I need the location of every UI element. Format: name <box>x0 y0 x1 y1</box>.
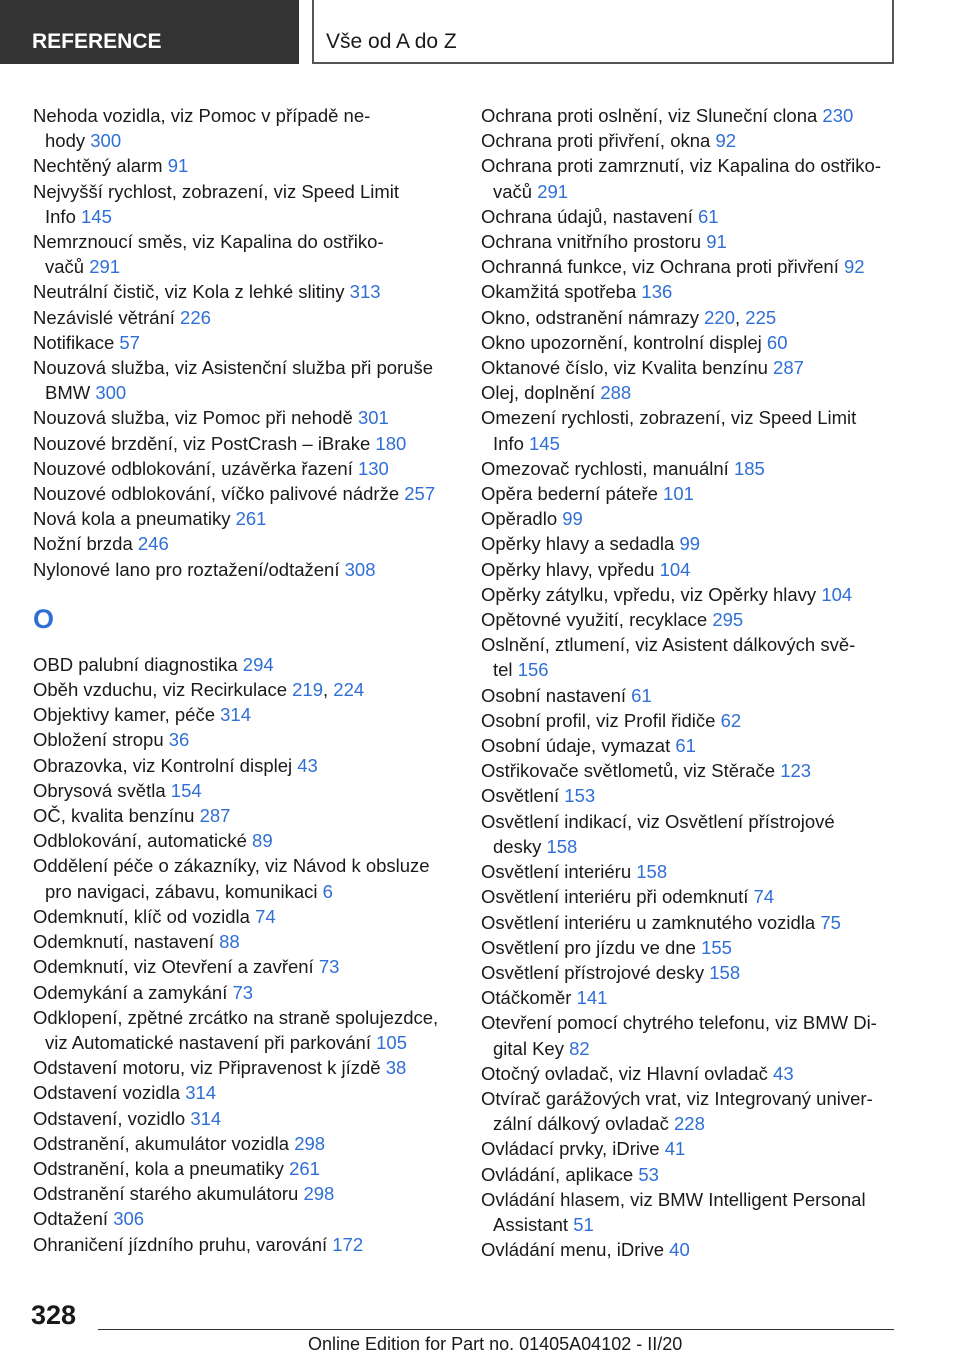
entry-term: Okno upozornění, kontrolní displej <box>481 331 762 353</box>
page-link[interactable]: 156 <box>517 659 549 681</box>
entry-term: Nožní brzda <box>33 533 133 555</box>
page-link[interactable]: 43 <box>773 1062 794 1084</box>
page-link[interactable]: 287 <box>199 805 231 827</box>
index-entry <box>33 1206 453 1231</box>
index-entry <box>33 980 453 1005</box>
index-entry <box>481 607 901 632</box>
page-link[interactable]: 6 <box>322 880 333 902</box>
page-link[interactable]: 294 <box>242 653 274 675</box>
page-link[interactable]: 314 <box>190 1107 222 1129</box>
entry-term: Ovládací prvky, iDrive <box>481 1138 660 1160</box>
page-link[interactable]: 228 <box>674 1113 705 1135</box>
index-entry <box>481 330 901 355</box>
entry-term: Omezení rychlosti, zobrazení, viz Speed Limit <box>481 407 857 429</box>
index-entry <box>33 330 453 355</box>
page-link[interactable]: 172 <box>332 1233 364 1255</box>
index-entry <box>33 803 453 828</box>
section-tab: REFERENCE <box>0 0 299 64</box>
entry-term: Osvětlení přístrojové desky <box>481 961 705 983</box>
page-link[interactable]: 92 <box>715 130 737 152</box>
page-link[interactable]: 141 <box>576 987 608 1009</box>
page-link[interactable]: 158 <box>636 861 668 883</box>
entry-term-continued: tel <box>493 659 513 681</box>
index-entry <box>33 153 453 178</box>
entry-term: Nová kola a pneumatiky <box>33 508 231 530</box>
index-entry <box>481 204 901 229</box>
index-entry <box>481 960 901 985</box>
entry-term: Nouzové odblokování, víčko palivové nádrže <box>33 483 400 505</box>
index-entry <box>481 481 901 506</box>
index-entry <box>481 1136 901 1161</box>
index-entry <box>481 103 901 128</box>
page-title: Vše od A do Z <box>312 0 894 64</box>
page-link[interactable]: 61 <box>675 735 696 757</box>
index-entry <box>481 1162 901 1187</box>
page-link[interactable]: 225 <box>745 306 777 328</box>
entry-term: Ochrana proti zamrznutí, viz Kapalina do ostřiko- <box>481 155 881 177</box>
entry-term: Opěra bederní páteře <box>481 483 658 505</box>
page-link[interactable]: 75 <box>820 911 841 933</box>
index-entry <box>33 702 453 727</box>
entry-term: Ovládání hlasem, viz BMW Intelligent Personal <box>481 1188 866 1210</box>
index-entry <box>33 1181 453 1206</box>
entry-term: Opěrky zátylku, vpředu, viz Opěrky hlavy <box>481 583 817 605</box>
index-entry <box>33 904 453 929</box>
page-link[interactable]: 300 <box>95 382 127 404</box>
entry-term: Opěradlo <box>481 508 558 530</box>
entry-term: Osvětlení interiéru <box>481 861 632 883</box>
index-entry <box>33 456 453 481</box>
entry-term-continued: vačů <box>493 180 533 202</box>
entry-term: Odklopení, zpětné zrcátko na straně spolujezdce, <box>33 1006 439 1028</box>
entry-term: Odemknutí, klíč od vozidla <box>33 905 250 927</box>
page-link[interactable]: 91 <box>706 231 727 253</box>
index-entry <box>33 1106 453 1131</box>
entry-term-continued: zální dálkový ovladač <box>493 1113 669 1135</box>
page-link[interactable]: 62 <box>720 709 742 731</box>
entry-term: Obložení stropu <box>33 729 164 751</box>
page-link[interactable]: 158 <box>546 835 578 857</box>
page-number: 328 <box>31 1300 77 1330</box>
index-entry <box>33 778 453 803</box>
page-link[interactable]: 82 <box>569 1037 590 1059</box>
index-entry <box>33 305 453 330</box>
page-link[interactable]: 158 <box>709 961 741 983</box>
index-entry <box>33 1005 453 1055</box>
index-entry <box>33 1080 453 1105</box>
index-entry <box>33 279 453 304</box>
page-link[interactable]: 314 <box>185 1082 217 1104</box>
page-link[interactable]: 154 <box>170 779 202 801</box>
page-link[interactable]: 145 <box>81 205 112 227</box>
entry-term: Oktanové číslo, viz Kvalita benzínu <box>481 357 768 379</box>
entry-term: Otočný ovladač, viz Hlavní ovladač <box>481 1062 768 1084</box>
index-entry <box>33 506 453 531</box>
footer-divider <box>98 1329 894 1330</box>
page-link[interactable]: 101 <box>663 483 694 505</box>
page-link[interactable]: 36 <box>168 729 190 751</box>
page-link[interactable]: 61 <box>631 684 652 706</box>
entry-term-continued: hody <box>45 130 86 152</box>
page-link[interactable]: 298 <box>294 1132 326 1154</box>
page-link[interactable]: 123 <box>780 760 812 782</box>
entry-term: Okamžitá spotřeba <box>481 281 637 303</box>
entry-term: Nouzová služba, viz Pomoc při nehodě <box>33 407 353 429</box>
index-entry <box>33 431 453 456</box>
entry-term: Osvětlení <box>481 785 560 807</box>
entry-term: Notifikace <box>33 331 115 353</box>
index-entry <box>33 229 453 279</box>
index-entry <box>481 910 901 935</box>
page-link[interactable]: 314 <box>220 704 252 726</box>
entry-term: Objektivy kamer, péče <box>33 704 215 726</box>
page-link[interactable]: 40 <box>669 1239 690 1261</box>
page-link[interactable]: 130 <box>357 457 389 479</box>
entry-term: Odblokování, automatické <box>33 830 247 852</box>
entry-term: Ochranná funkce, viz Ochrana proti přivření <box>481 256 839 278</box>
index-entry <box>33 1232 453 1257</box>
entry-term: Nouzové brzdění, viz PostCrash – iBrake <box>33 432 371 454</box>
entry-term: Nouzové odblokování, uzávěrka řazení <box>33 457 353 479</box>
entry-term: Odstranění starého akumulátoru <box>33 1183 299 1205</box>
index-entry <box>481 1010 901 1060</box>
entry-term: Odstranění, kola a pneumatiky <box>33 1157 284 1179</box>
entry-term: OBD palubní diagnostika <box>33 653 238 675</box>
entry-term: Ochrana údajů, nastavení <box>481 205 693 227</box>
entry-term: Ochrana vnitřního prostoru <box>481 231 702 253</box>
entry-term: Odstavení vozidla <box>33 1082 181 1104</box>
index-entry <box>481 1237 901 1262</box>
page-link[interactable]: 288 <box>600 382 632 404</box>
entry-term: Ochrana proti přivření, okna <box>481 130 711 152</box>
index-entry <box>481 405 901 455</box>
entry-term: Odstavení motoru, viz Připravenost k jízdě <box>33 1057 381 1079</box>
index-entry <box>33 355 453 405</box>
page-link[interactable]: 246 <box>137 533 169 555</box>
index-entry <box>481 355 901 380</box>
index-entry <box>481 582 901 607</box>
entry-term: Otáčkoměr <box>481 987 572 1009</box>
page-link[interactable]: 313 <box>349 281 381 303</box>
entry-term: Osobní profil, viz Profil řidiče <box>481 709 716 731</box>
entry-term-continued: pro navigaci, zábavu, komunikaci <box>45 880 318 902</box>
entry-term: Ochrana proti oslnění, viz Sluneční clona <box>481 105 818 126</box>
page-link[interactable]: 287 <box>773 357 804 379</box>
entry-term: Nezávislé větrání <box>33 306 175 328</box>
page-link[interactable]: 73 <box>318 956 340 978</box>
page-link[interactable]: 99 <box>679 533 701 555</box>
index-entry <box>481 632 901 682</box>
page-link[interactable]: 261 <box>235 508 267 530</box>
index-entry <box>481 758 901 783</box>
page-link[interactable]: 104 <box>821 583 853 605</box>
entry-term: Odemknutí, nastavení <box>33 931 214 953</box>
page-link[interactable]: 89 <box>252 830 273 852</box>
index-entry <box>481 935 901 960</box>
entry-term: Nechtěný alarm <box>33 155 163 177</box>
entry-term: Nemrznoucí směs, viz Kapalina do ostřiko- <box>33 231 384 253</box>
index-entry <box>481 884 901 909</box>
index-entry <box>481 380 901 405</box>
page-link[interactable]: 226 <box>180 306 211 328</box>
index-entry <box>33 727 453 752</box>
index-list-o-continued <box>481 103 901 1262</box>
index-entry <box>481 1187 901 1237</box>
index-entry <box>481 708 901 733</box>
entry-term-continued: viz Automatické nastavení při parkování <box>45 1031 371 1053</box>
page-link[interactable]: 41 <box>664 1138 686 1160</box>
index-entry <box>481 254 901 279</box>
entry-term: Odemknutí, viz Otevření a zavření <box>33 956 314 978</box>
entry-term-continued: BMW <box>45 382 91 404</box>
index-entry <box>33 103 453 153</box>
index-entry <box>481 1086 901 1136</box>
entry-term: Odstavení, vozidlo <box>33 1107 186 1129</box>
entry-term-continued: Info <box>45 205 76 227</box>
index-entry: Okno, odstranění námrazy 220, 225 <box>481 306 777 328</box>
index-column-right <box>481 103 901 1262</box>
index-entry <box>481 557 901 582</box>
page-link[interactable]: 180 <box>375 432 407 454</box>
page-link[interactable]: 53 <box>638 1163 659 1185</box>
page-link[interactable]: 185 <box>733 457 765 479</box>
page-link[interactable]: 153 <box>564 785 596 807</box>
entry-term: Neutrální čistič, viz Kola z lehké slitiny <box>33 281 345 303</box>
page-link[interactable]: 301 <box>357 407 389 429</box>
page-link[interactable]: 308 <box>344 558 376 580</box>
index-entry <box>33 853 453 903</box>
index-entry <box>481 456 901 481</box>
index-entry <box>33 652 453 677</box>
entry-term: Osvětlení indikací, viz Osvětlení přístrojové <box>481 810 835 832</box>
entry-term: Nehoda vozidla, viz Pomoc v případě ne- <box>33 105 371 126</box>
index-list-n <box>33 103 453 582</box>
page-link[interactable]: 219 <box>292 679 323 701</box>
page-link[interactable]: 295 <box>712 609 744 631</box>
entry-term: Osvětlení interiéru při odemknutí <box>481 886 749 908</box>
page-link[interactable]: 298 <box>303 1183 335 1205</box>
section-letter: O <box>33 603 55 634</box>
index-entry <box>481 733 901 758</box>
entry-term-continued: desky <box>493 835 542 857</box>
index-entry <box>33 481 453 506</box>
index-entry <box>33 1055 453 1080</box>
page-link[interactable]: 60 <box>766 331 788 353</box>
index-entry <box>33 954 453 979</box>
index-entry <box>33 1156 453 1181</box>
index-entry: Oběh vzduchu, viz Recirkulace 219, 224 <box>33 679 365 701</box>
entry-term: Odstranění, akumulátor vozidla <box>33 1132 290 1154</box>
entry-term: OČ, kvalita benzínu <box>33 805 195 827</box>
page-link[interactable]: 38 <box>385 1057 407 1079</box>
page-link[interactable]: 74 <box>255 905 276 927</box>
index-entry <box>481 1061 901 1086</box>
entry-term-continued: Info <box>493 432 524 454</box>
entry-term-continued: gital Key <box>493 1037 564 1059</box>
index-entry <box>481 128 901 153</box>
index-entry <box>33 179 453 229</box>
index-column-left <box>33 103 453 1257</box>
entry-term: Olej, doplnění <box>481 382 596 404</box>
page-link[interactable]: 61 <box>698 205 719 227</box>
entry-term: Odemykání a zamykání <box>33 981 228 1003</box>
page-link[interactable]: 291 <box>537 180 569 202</box>
page-link[interactable]: 74 <box>753 886 775 908</box>
page-link[interactable]: 92 <box>843 256 865 278</box>
page-link[interactable]: 224 <box>333 679 365 701</box>
page-link[interactable]: 220 <box>704 306 736 328</box>
entry-term: Osvětlení interiéru u zamknutého vozidla <box>481 911 816 933</box>
index-entry <box>481 229 901 254</box>
page-link[interactable]: 43 <box>297 754 318 776</box>
page-link[interactable]: 300 <box>90 130 122 152</box>
index-entry <box>33 828 453 853</box>
page-link[interactable]: 104 <box>659 558 691 580</box>
index-entry <box>481 809 901 859</box>
entry-term: Ohraničení jízdního pruhu, varování <box>33 1233 328 1255</box>
index-entry <box>481 783 901 808</box>
entry-term: Omezovač rychlosti, manuální <box>481 457 729 479</box>
index-entry <box>481 859 901 884</box>
page-link[interactable]: 136 <box>641 281 673 303</box>
page-link[interactable]: 291 <box>89 256 121 278</box>
index-entry <box>33 929 453 954</box>
entry-term: Osobní údaje, vymazat <box>481 735 671 757</box>
entry-term: Nouzová služba, viz Asistenční služba při poruše <box>33 357 434 379</box>
page-link[interactable]: 99 <box>562 508 583 530</box>
index-entry <box>33 531 453 556</box>
entry-term: Obrysová světla <box>33 779 166 801</box>
page-link[interactable]: 230 <box>822 105 854 126</box>
page-link[interactable]: 105 <box>376 1031 407 1053</box>
entry-term: Ovládání, aplikace <box>481 1163 634 1185</box>
page-link[interactable]: 57 <box>119 331 140 353</box>
index-entry <box>481 153 901 203</box>
entry-term: Oběh vzduchu, viz Recirkulace <box>33 679 287 701</box>
index-entry <box>481 279 901 304</box>
entry-term: Oslnění, ztlumení, viz Asistent dálkových svě- <box>481 634 856 656</box>
page-link[interactable]: 155 <box>701 936 732 958</box>
page-link[interactable]: 145 <box>529 432 560 454</box>
index-entry <box>33 1131 453 1156</box>
index-entry <box>481 506 901 531</box>
entry-term: Nylonové lano pro roztažení/odtažení <box>33 558 340 580</box>
entry-term: Otvírač garážových vrat, viz Integrovaný univer- <box>481 1087 873 1109</box>
footer-text: Online Edition for Part no. 01405A04102 - II/20 <box>308 1334 683 1354</box>
entry-term: Nejvyšší rychlost, zobrazení, viz Speed Limit <box>33 180 400 202</box>
page-link[interactable]: 51 <box>573 1213 594 1235</box>
entry-term-continued: vačů <box>45 256 85 278</box>
index-entry <box>33 405 453 430</box>
entry-term: Okno, odstranění námrazy <box>481 306 699 328</box>
index-entry <box>33 753 453 778</box>
entry-term: Obrazovka, viz Kontrolní displej <box>33 754 293 776</box>
entry-term: Oddělení péče o zákazníky, viz Návod k obsluze <box>33 855 430 877</box>
entry-term: Osobní nastavení <box>481 684 627 706</box>
page-link[interactable]: 88 <box>219 931 240 953</box>
index-entry <box>481 531 901 556</box>
entry-term: Opěrky hlavy, vpředu <box>481 558 655 580</box>
entry-term: Osvětlení pro jízdu ve dne <box>481 936 696 958</box>
index-entry <box>33 557 453 582</box>
entry-term: Opětovné využití, recyklace <box>481 609 708 631</box>
entry-term: Ovládání menu, iDrive <box>481 1239 665 1261</box>
page-link[interactable]: 306 <box>113 1208 145 1230</box>
index-list-o <box>33 652 453 1257</box>
entry-term: Odtažení <box>33 1208 109 1230</box>
page-link[interactable]: 73 <box>232 981 254 1003</box>
index-entry <box>481 985 901 1010</box>
entry-term-continued: Assistant <box>493 1213 569 1235</box>
entry-term: Otevření pomocí chytrého telefonu, viz BMW Di- <box>481 1012 877 1034</box>
page-link[interactable]: 91 <box>167 155 189 177</box>
index-entry <box>481 683 901 708</box>
page-link[interactable]: 257 <box>404 483 436 505</box>
entry-term: Opěrky hlavy a sedadla <box>481 533 675 555</box>
page-link[interactable]: 261 <box>289 1157 320 1179</box>
entry-term: Ostřikovače světlometů, viz Stěrače <box>481 760 776 782</box>
